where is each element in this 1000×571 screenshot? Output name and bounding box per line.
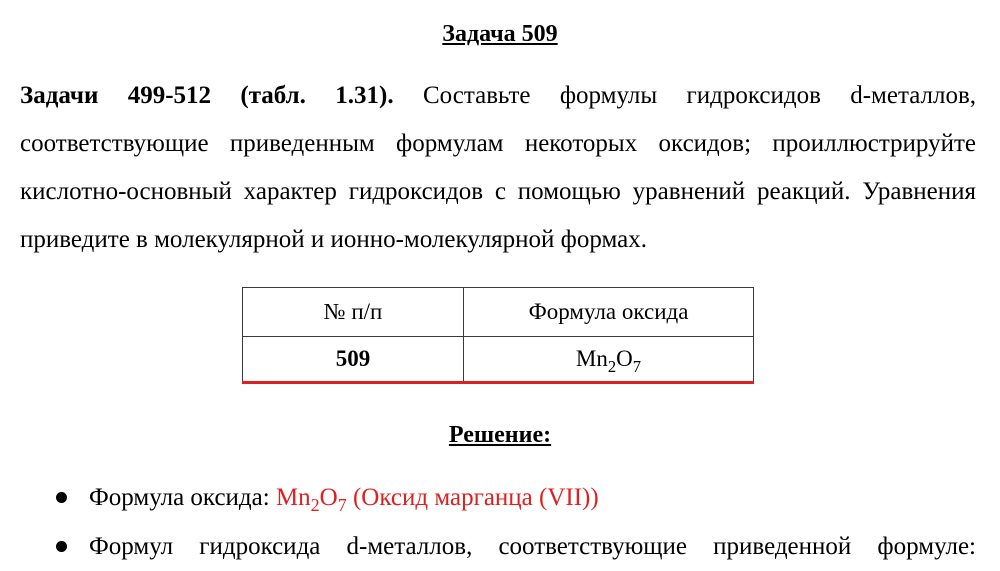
oxide-table: [242, 287, 754, 382]
table-header-number: № п/п: [243, 288, 464, 337]
table-header-row: [243, 288, 754, 337]
table-cell-number: 509: [243, 337, 464, 382]
solution-heading: Решение:: [448, 422, 552, 448]
value-subscript-2: 2: [310, 495, 320, 516]
bullet-label: Формула оксида:: [89, 484, 276, 511]
solution-list: [0, 474, 976, 571]
table-header-formula: Формула оксида: [464, 288, 754, 337]
value-base-o: O: [319, 484, 338, 511]
bullet-text: Формул гидроксида d-металлов, соответствующие приведенной формуле:: [89, 533, 976, 560]
formula-base-o: O: [616, 346, 633, 371]
formula-base-mn: Mn: [575, 346, 608, 371]
formula-subscript-2: 2: [607, 356, 617, 376]
list-item: [0, 523, 976, 571]
bullet-icon: [56, 541, 67, 552]
task-statement: [20, 72, 976, 264]
table-row: [243, 337, 754, 382]
formula-subscript-7: 7: [632, 356, 642, 376]
oxide-table-container: [242, 287, 754, 384]
page-title: Задача 509: [442, 21, 558, 47]
oxide-name: (Оксид марганца (VII)): [346, 484, 599, 511]
task-lead: Задачи 499-512 (табл. 1.31).: [20, 82, 394, 109]
task-text: Составьте формулы гидроксидов d-металлов, соответствующие приведенным формулам некоторых оксидов; проиллюстрируйте кислотно-основный характер гидроксидов с помощью уравнений реакций. Уравнения приведите в молекулярной и ионно-молекулярной формах.: [20, 82, 977, 253]
red-underline-divider: [242, 381, 754, 384]
value-base-mn: Mn: [275, 484, 311, 511]
oxide-formula-value: [275, 484, 599, 516]
table-cell-formula: [464, 337, 754, 382]
list-item: [0, 474, 976, 523]
value-subscript-7: 7: [337, 495, 347, 516]
bullet-icon: [56, 492, 67, 503]
